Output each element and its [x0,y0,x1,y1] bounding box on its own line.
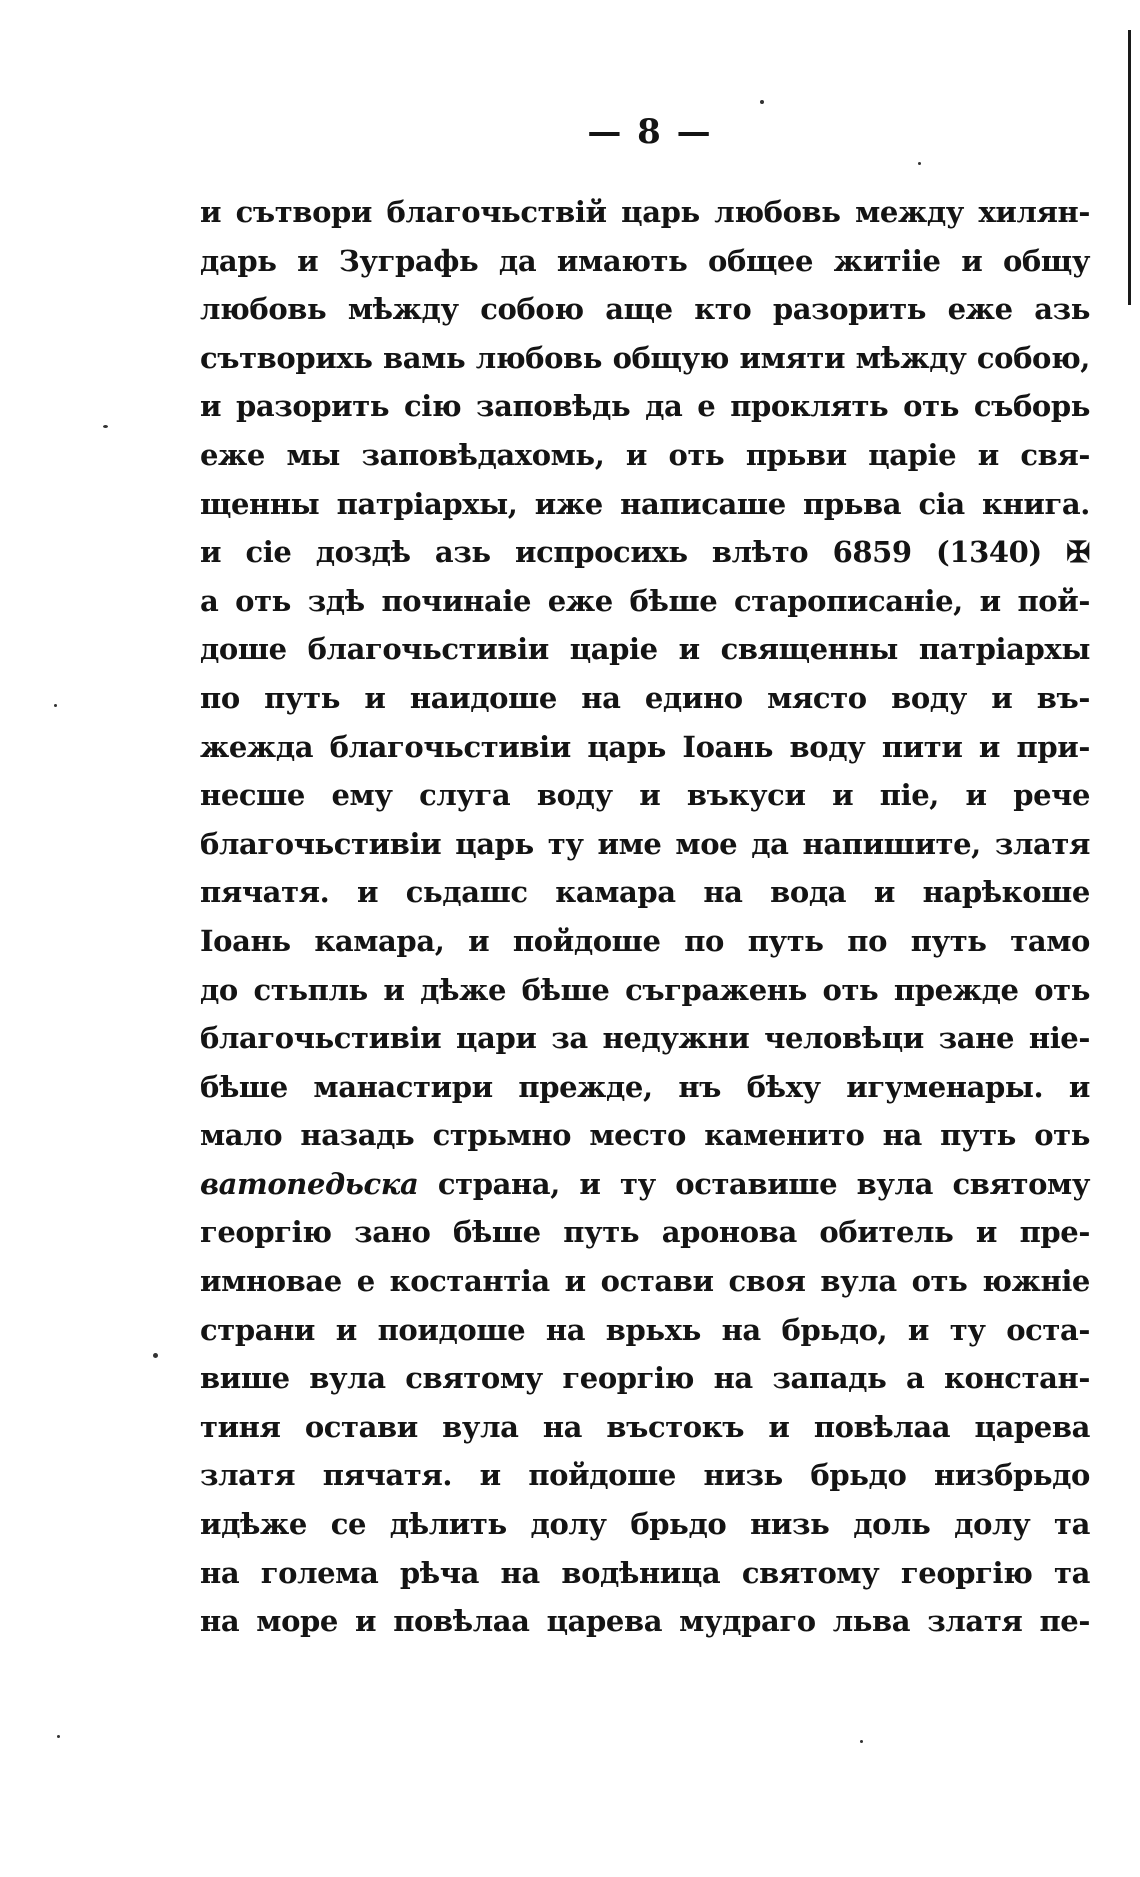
text-line: и сіе доздѣ азь испросихь влѣто 6859 (1340) ✠ [200,535,1090,570]
italic-word: ватопедьска [200,1166,419,1201]
text-line: Іоань камара, и пойдоше по путь по путь тамо [200,923,1090,958]
text-line: благочьстивіи царь ту име мое да напишите, злaтя [200,826,1090,861]
text-line: више вула святому георгію на западь а констан- [200,1361,1090,1396]
line-rest: страна, и ту оставише вула святому [418,1166,1090,1201]
scan-speck [760,100,764,104]
text-line: идѣже се дѣлить долу брьдо низь доль долу та [200,1507,1090,1542]
text-line [200,1160,1090,1209]
text-line: бѣше манастири прежде, нъ бѣху игуменары. и [200,1069,1090,1104]
text-line: и разорить сію заповѣдь да е проклять оть съборь [200,389,1090,424]
text-line: по путь и наидоше на едино място воду и въ- [200,680,1090,715]
text-line: до стьпль и дѣже бѣше съгражень оть прежде оть [200,972,1090,1007]
text-line: благочьстивіи цари за недужни человѣци зане ніе- [200,1021,1090,1056]
text-line: пячатя. и сьдашс камара на вода и нарѣкоше [200,875,1090,910]
text-line: сътворихь вамь любовь общую имяти мѣжду собою, [200,340,1090,375]
text-line: любовь мѣжду собою аще кто разорить еже азь [200,292,1090,327]
text-line: дарь и Зуграфь да имають общее житііе и общу [200,243,1090,278]
scan-speck [103,425,108,428]
text-line: мало назадь стрьмно место каменито на путь оть [200,1118,1090,1153]
text-line: на голема рѣча на водѣница святому георгію та [200,1555,1090,1590]
text-line: а оть здѣ починаіе еже бѣше старописаніе, и пой- [200,583,1090,618]
text-line: доше благочьстивіи царіе и священны патріархы [200,632,1090,667]
scan-speck [860,1740,863,1743]
page-number: — 8 — [587,112,713,152]
text-line: страни и поидоше на врьхь на брьдо, и ту оста- [200,1312,1090,1347]
scan-speck [57,1735,60,1738]
scan-speck [918,162,921,165]
scan-speck [153,1353,158,1358]
text-line: георгію зано бѣше путь аронова обитель и пре- [200,1215,1090,1250]
page-edge-rule [1128,30,1131,305]
text-line: на море и повѣлаа царева мудраго льва златя пе- [200,1604,1090,1639]
body-text [200,188,1090,1646]
text-line: щенны патріархы, иже написаше прьва сіа книга. [200,486,1090,521]
text-line: жежда благочьстивіи царь Іоань воду пити и при- [200,729,1090,764]
scan-speck [54,704,57,707]
text-line: имновае е костантіа и остави своя вула оть южніе [200,1264,1090,1299]
text-line: тиня остави вула на въстокъ и повѣлаа царева [200,1409,1090,1444]
text-line: и сътвори благочьствій царь любовь между хилян- [200,195,1090,229]
text-line: златя пячатя. и пойдоше низь брьдо низбрьдо [200,1458,1090,1493]
text-line: несше ему слуга воду и въкуси и піе, и рече [200,778,1090,813]
text-line: еже мы заповѣдахомь, и оть прьви царіе и свя- [200,437,1090,472]
